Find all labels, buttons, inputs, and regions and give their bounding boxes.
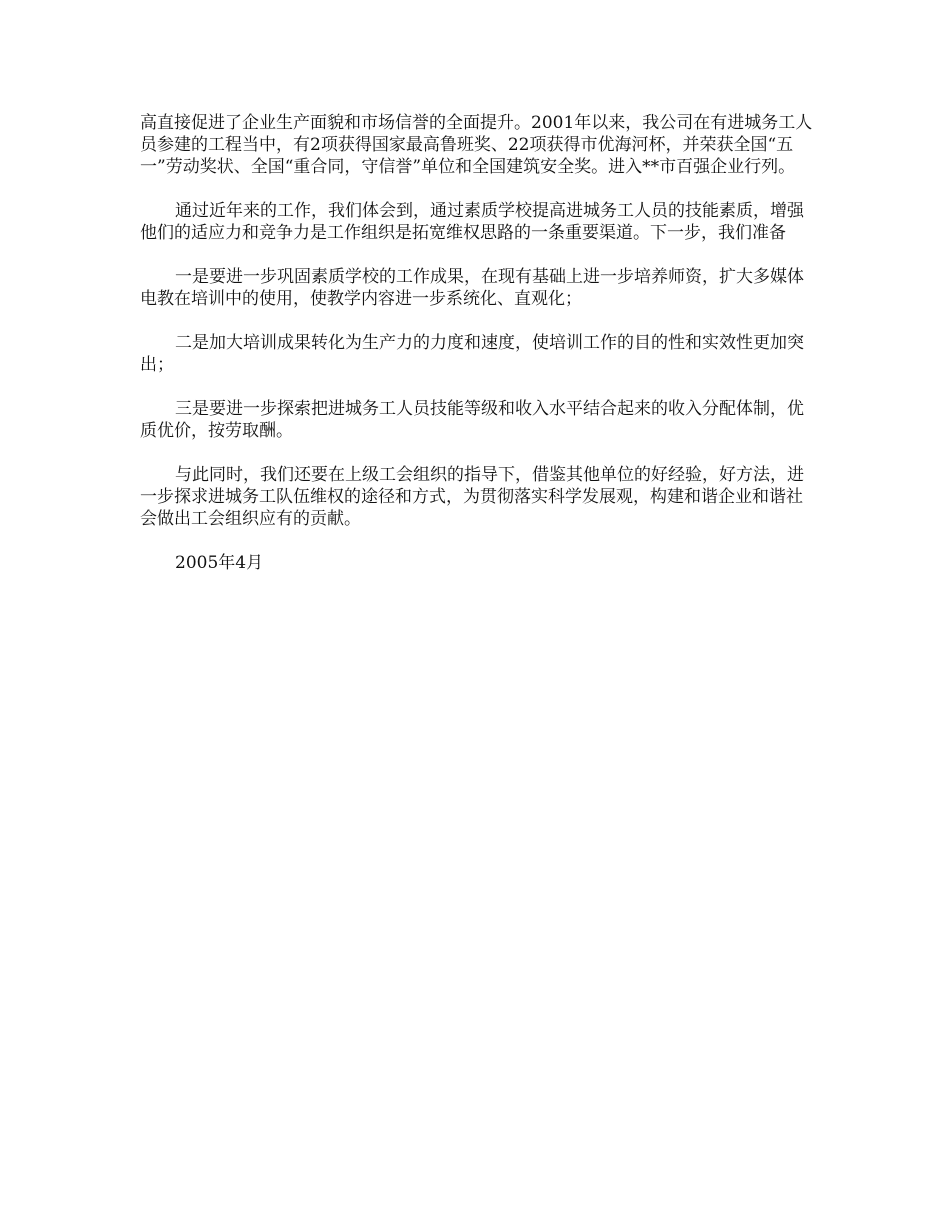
paragraph-plan-one: 一是要进一步巩固素质学校的工作成果，在现有基础上进一步培养师资，扩大多媒体电教在培训中的使用，使教学内容进一步系统化、直观化； <box>140 267 804 309</box>
paragraph-conclusion: 与此同时，我们还要在上级工会组织的指导下，借鉴其他单位的好经验，好方法，进一步探求进城务工队伍维权的途径和方式，为贯彻落实科学发展观，构建和谐企业和谐社会做出工会组织应有的贡献。 <box>140 465 804 529</box>
document-body <box>140 112 815 574</box>
paragraph-intro-continuation: 高直接促进了企业生产面貌和市场信誉的全面提升。2001年以来，我公司在有进城务工人员参建的工程当中，有2项获得国家最高鲁班奖、22项获得市优海河杯，并荣获全国“五一”劳动奖状、全国“重合同，守信誉”单位和全国建筑安全奖。进入**市百强企业行列。 <box>140 113 813 177</box>
paragraph-plan-three: 三是要进一步探索把进城务工人员技能等级和收入水平结合起来的收入分配体制，优质优价，按劳取酬。 <box>140 399 804 441</box>
document-date: 2005年4月 <box>175 553 264 573</box>
paragraph-plan-two: 二是加大培训成果转化为生产力的力度和速度，使培训工作的目的性和实效性更加突出； <box>140 333 804 375</box>
paragraph-experience: 通过近年来的工作，我们体会到，通过素质学校提高进城务工人员的技能素质，增强他们的适应力和竞争力是工作组织是拓宽维权思路的一条重要渠道。下一步，我们准备 <box>140 201 804 243</box>
